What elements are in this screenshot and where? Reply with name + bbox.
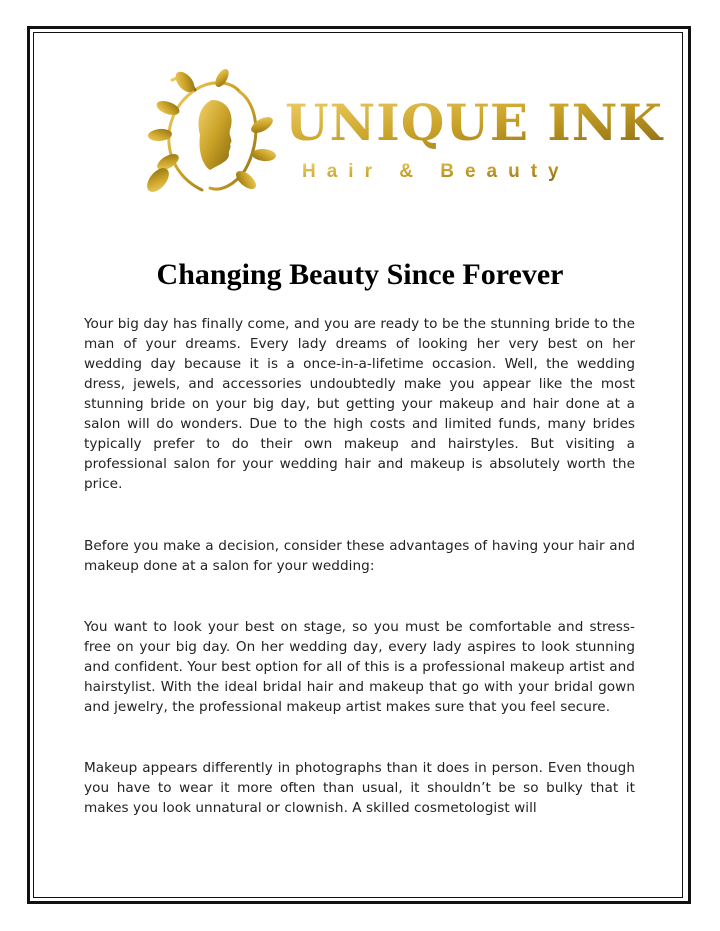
paragraph-intro: Your big day has finally come, and you are ready to be the stunning bride to the man of your dreams. Every lady dreams of looking her very best on her wedding day because it is a once-in-a-lifetime occasion. Well, the wedding dress, jewels, and accessories undoubtedly make you appear like the most stunning bride on your big day, but getting your makeup and hair done at a salon will do wonders. Due to the high costs and limited funds, many brides typically prefer to do their own makeup and hairstyles. But visiting a professional salon for your wedding hair and makeup is absolutely worth the price.: [84, 316, 635, 492]
document-title: Changing Beauty Since Forever: [156, 258, 564, 291]
paragraph-photographs: Makeup appears differently in photographs than it does in person. Even though you have to wear it more often than usual, it shouldn’t be so bulky that it makes you look unnatural or clownish. A skilled cosmetologist will: [84, 760, 635, 816]
logo-name: UNIQUE INK: [285, 93, 663, 152]
paragraph-comfort: You want to look your best on stage, so you must be comfortable and stress-free on your big day. On her wedding day, every lady aspires to look stunning and confident. Your best option for all of this is a professional makeup artist and hairstylist. With the ideal bridal hair and makeup that go with your bridal gown and jewelry, the professional makeup artist makes sure that you feel secure.: [84, 619, 635, 715]
paragraph-advantages-lead: Before you make a decision, consider these advantages of having your hair and makeup done at a salon for your wedding:: [84, 538, 635, 574]
unique-ink-logo: [140, 70, 663, 205]
logo-tagline: Hair & Beauty: [302, 161, 570, 182]
document-body: [84, 314, 635, 818]
